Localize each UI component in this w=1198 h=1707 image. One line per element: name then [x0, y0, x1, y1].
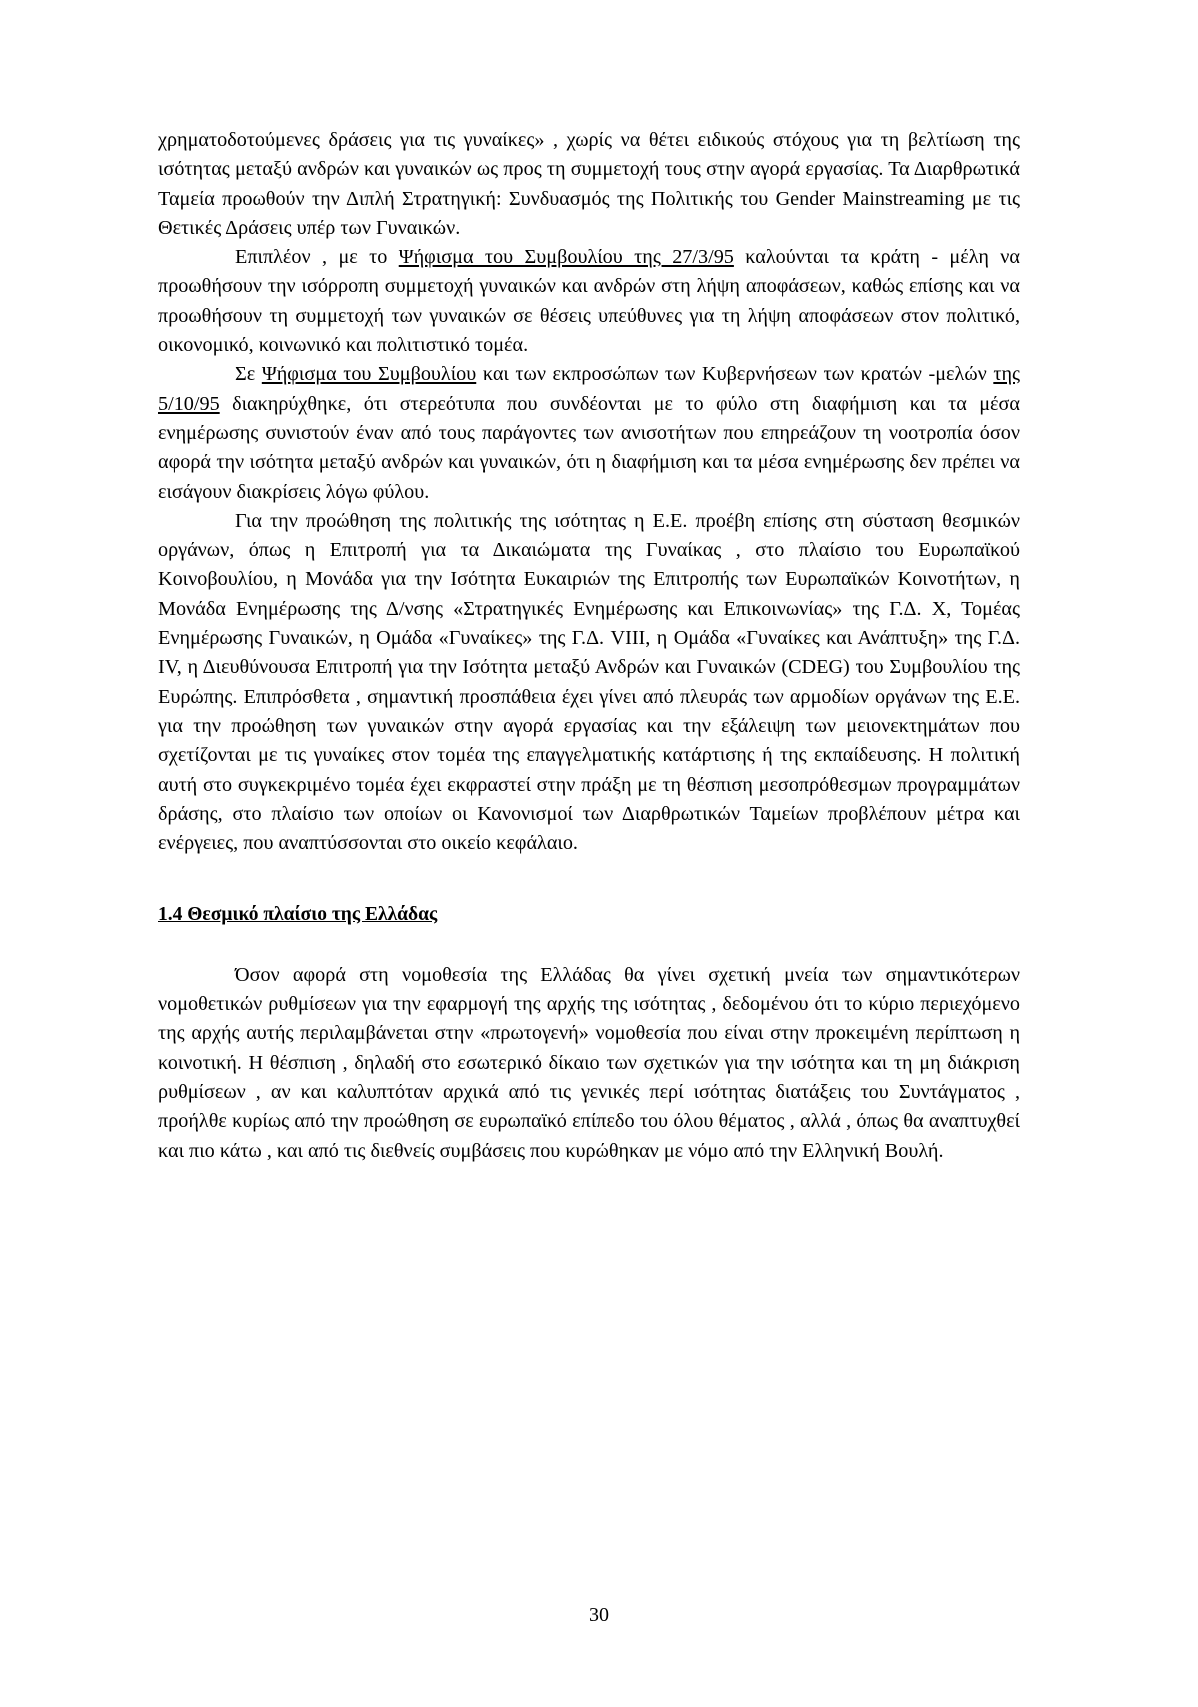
- paragraph-text: Για την προώθηση της πολιτικής της ισότητας η Ε.Ε. προέβη επίσης στη σύσταση θεσμικών οργάνων, όπως η Επιτροπή για τα Δικαιώματα της Γυναίκας , στο πλαίσιο του Ευρωπαϊκού Κοινοβουλίου, η Μονάδα για την Ισότητα Ευκαιριών της Επιτροπής των Ευρωπαϊκών Κοινοτήτων, η Μονάδα Ενημέρωσης της Δ/νσης «Στρατηγικές Ενημέρωσης και Επικοινωνίας» της Γ.Δ. Χ, Τομέας Ενημέρωσης Γυναικών, η Ομάδα «Γυναίκες» της Γ.Δ. VIII, η Ομάδα «Γυναίκες και Ανάπτυξη» της Γ.Δ. IV, η Διευθύνουσα Επιτροπή για την Ισότητα μεταξύ Ανδρών και Γυναικών (CDEG) του Συμβουλίου της Ευρώπης. Επιπρόσθετα , σημαντική προσπάθεια έχει γίνει από πλευράς των αρμοδίων οργάνων της Ε.Ε. για την προώθηση των γυναικών στην αγορά εργασίας και την εξάλειψη των μειονεκτημάτων που σχετίζονται με τις γυναίκες στον τομέα της επαγγελματικής κατάρτισης ή της εκπαίδευσης. Η πολιτική αυτή στο συγκεκριμένο τομέα έχει εκφραστεί στην πράξη με τη θέσπιση μεσοπρόθεσμων προγραμμάτων δράσης, στο πλαίσιο των οποίων οι Κανονισμοί των Διαρθρωτικών Ταμείων προβλέπουν μέτρα και ενέργειες, που αναπτύσσονται στο οικείο κεφάλαιο.: [158, 509, 1020, 855]
- paragraph-text-post: διακηρύχθηκε, ότι στερεότυπα που συνδέονται με το φύλο στη διαφήμιση και τα μέσα ενημέρωσης συνιστούν έναν από τους παράγοντες των ανισοτήτων που επηρεάζουν τη νοοτροπία όσον αφορά την ισότητα μεταξύ ανδρών και γυναικών, ότι η διαφήμιση και τα μέσα ενημέρωσης δεν πρέπει να εισάγουν διακρίσεις λόγω φύλου.: [158, 392, 1020, 503]
- paragraph-text-pre: Σε: [235, 363, 262, 386]
- resolution-reference: Ψήφισμα του Συμβουλίου της 27/3/95: [398, 246, 734, 269]
- paragraph-resolution-5-10-95: [158, 360, 1020, 506]
- section-heading: [158, 900, 1020, 929]
- resolution-date-reference: της 5/10/95: [158, 363, 1020, 415]
- paragraph-text-post: καλούνται τα κράτη - μέλη να προωθήσουν την ισόρροπη συμμετοχή γυναικών και ανδρών στη λήψη αποφάσεων, καθώς επίσης και να προωθήσουν τη συμμετοχή των γυναικών σε θέσεις υπεύθυνες για τη λήψη αποφάσεων στον πολιτικό, οικονομικό, κοινωνικό και πολιτιστικό τομέα.: [158, 246, 1020, 357]
- paragraph-resolution-27-3-95: [158, 243, 1020, 360]
- paragraph-text: χρηματοδοτούμενες δράσεις για τις γυναίκες» , χωρίς να θέτει ειδικούς στόχους για τη βελτίωση της ισότητας μεταξύ ανδρών και γυναικών ως προς τη συμμετοχή τους στην αγορά εργασίας. Τα Διαρθρωτικά Ταμεία προωθούν την Διπλή Στρατηγική: Συνδυασμός της Πολιτικής του Gender Mainstreaming με τις Θετικές Δράσεις υπέρ των Γυναικών.: [158, 129, 1020, 239]
- paragraph-text: Όσον αφορά στη νομοθεσία της Ελλάδας θα γίνει σχετική μνεία των σημαντικότερων νομοθετικών ρυθμίσεων για την εφαρμογή της αρχής της ισότητας , δεδομένου ότι το κύριο περιεχόμενο της αρχής αυτής περιλαμβάνεται στην «πρωτογενή» νομοθεσία που είναι στην προκειμένη περίπτωση η κοινοτική. Η θέσπιση , δηλαδή στο εσωτερικό δίκαιο των σχετικών για την ισότητα και τη μη διάκριση ρυθμίσεων , αν και καλυπτόταν αρχικά από τις γενικές περί ισότητας διατάξεις του Συντάγματος , προήλθε κυρίως από την προώθηση σε ευρωπαϊκό επίπεδο του όλου θέματος , αλλά , όπως θα αναπτυχθεί και πιο κάτω , και από τις διεθνείς συμβάσεις που κυρώθηκαν με νόμο από την Ελληνική Βουλή.: [158, 963, 1020, 1162]
- paragraph-greek-legislation: [158, 961, 1020, 1166]
- paragraph-gender-mainstreaming: [158, 126, 1020, 243]
- page-number: 30: [589, 1604, 609, 1626]
- section-heading-text: 1.4 Θεσμικό πλαίσιο της Ελλάδας: [158, 904, 438, 926]
- paragraph-text-pre: Επιπλέον , με το: [235, 246, 399, 269]
- paragraph-institutional-bodies: [158, 507, 1020, 859]
- resolution-reference: Ψήφισμα του Συμβουλίου: [261, 363, 477, 386]
- paragraph-text-mid: και των εκπροσώπων των Κυβερνήσεων των κρατών -μελών: [476, 363, 994, 386]
- text-body: [158, 126, 1020, 1166]
